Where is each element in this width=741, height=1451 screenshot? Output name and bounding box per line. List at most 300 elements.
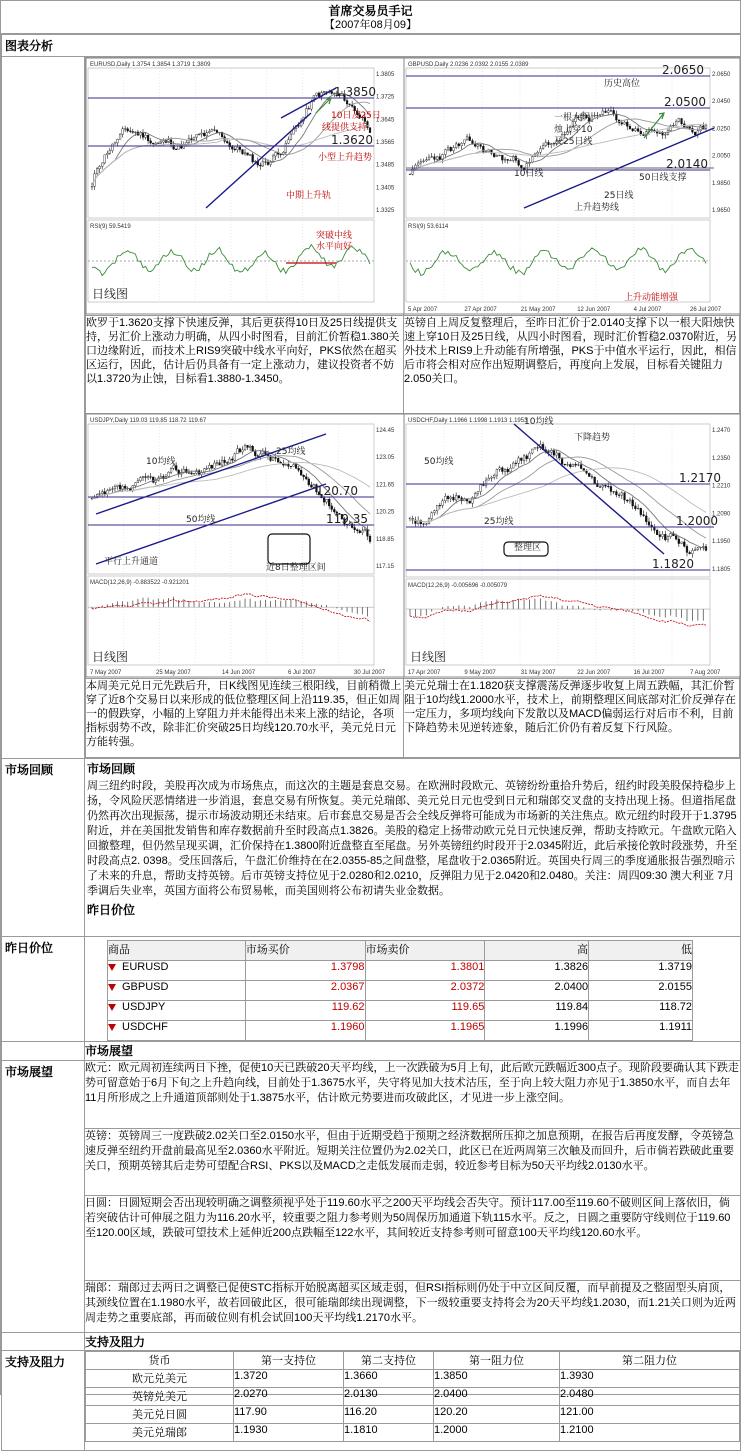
candle-body <box>354 528 356 530</box>
candle-body <box>515 463 517 464</box>
market-review-title: 市场回顾 <box>87 762 136 776</box>
candle-body <box>534 448 536 450</box>
candle-body <box>157 143 159 144</box>
support-r1: 1.2000 <box>434 1424 560 1442</box>
candle-body <box>499 155 501 156</box>
candle-body <box>244 445 246 450</box>
candle-body <box>160 476 162 478</box>
candle-body <box>697 548 699 550</box>
candle-body <box>523 456 525 461</box>
y-tick-label: 1.3645 <box>376 117 395 124</box>
price-high: 1.3826 <box>485 961 589 981</box>
candle-body <box>510 160 512 161</box>
x-tick-label: 30 Jul 2007 <box>354 670 386 676</box>
y-tick-label: 121.65 <box>376 482 395 489</box>
y-tick-label: 2.0450 <box>712 99 731 106</box>
candle-body <box>520 458 522 461</box>
price-table <box>107 940 693 1041</box>
support-s2: 116.20 <box>344 1406 434 1424</box>
price-row <box>108 1001 693 1021</box>
candle-body <box>359 531 361 533</box>
candle-body <box>303 475 305 477</box>
candle-body <box>270 162 272 164</box>
candle-body <box>323 498 325 502</box>
chart-annotation: 25均线 <box>484 517 514 527</box>
candle-body <box>114 143 116 144</box>
candle-body <box>152 477 154 482</box>
candle-body <box>112 489 114 490</box>
candle-body <box>91 186 93 187</box>
candle-body <box>242 150 244 154</box>
candle-body <box>621 123 623 124</box>
y-tick-label: 1.1950 <box>712 539 731 546</box>
candle-body <box>127 129 129 131</box>
price-low: 118.72 <box>589 1001 693 1021</box>
candle-body <box>447 496 449 498</box>
chart-analysis-label: 图表分析 <box>2 35 741 57</box>
candle-body <box>575 464 577 465</box>
candle-body <box>175 149 177 150</box>
candle-body <box>607 486 609 487</box>
candle-body <box>244 153 246 154</box>
candle-body <box>119 134 121 139</box>
price-table-header <box>108 941 693 961</box>
candle-body <box>175 466 177 470</box>
chart-annotation: 50均线 <box>424 457 454 467</box>
candle-body <box>285 143 287 152</box>
candle-body <box>512 463 514 468</box>
support-row <box>86 1388 740 1406</box>
chart-annotation: 近8日整理区间 <box>266 563 326 573</box>
support-row <box>86 1406 740 1424</box>
down-arrow-icon <box>108 984 116 991</box>
usdjpy-chart <box>86 414 404 677</box>
y-tick-label: 1.3565 <box>376 140 395 146</box>
candle-body <box>208 465 210 468</box>
candle-body <box>142 477 144 478</box>
candle-body <box>326 499 328 502</box>
col-s2: 第二支持位 <box>344 1352 434 1370</box>
candle-body <box>537 152 539 154</box>
price-row <box>108 1021 693 1041</box>
support-currency: 美元兑瑞郎 <box>86 1424 234 1442</box>
candle-body <box>254 451 256 456</box>
candle-body <box>453 497 455 500</box>
x-tick-label: 21 May 2007 <box>520 307 556 313</box>
candle-body <box>367 529 369 536</box>
candle-body <box>420 162 422 163</box>
candle-body <box>170 468 172 472</box>
candle-body <box>436 157 438 160</box>
y-tick-label: 1.3805 <box>376 72 395 78</box>
candle-body <box>501 155 503 160</box>
support-r1: 2.0400 <box>434 1388 560 1406</box>
candle-body <box>596 115 598 116</box>
price-product: EURUSD <box>122 961 169 973</box>
candle-body <box>632 500 634 506</box>
eurusd-chart <box>86 58 404 314</box>
candle-body <box>629 126 631 129</box>
candle-body <box>310 485 312 487</box>
candle-body <box>282 464 284 465</box>
candle-body <box>188 473 190 474</box>
support-resistance-title: 支持及阻力 <box>85 1333 741 1351</box>
candle-body <box>477 144 479 146</box>
chart-timeframe-label: 日线图 <box>410 650 447 664</box>
candle-body <box>137 481 139 483</box>
x-tick-label: 7 Aug 2007 <box>690 670 721 676</box>
candle-body <box>211 130 213 132</box>
candle-body <box>480 485 482 492</box>
y-tick-label: 1.2210 <box>712 483 731 490</box>
support-s2: 2.0130 <box>344 1388 434 1406</box>
candle-body <box>643 134 645 135</box>
y-tick-label: 1.3325 <box>376 208 395 214</box>
chart-analysis-spacer <box>2 57 85 759</box>
chart-annotation: 上升趋势线 <box>574 203 620 213</box>
candle-body <box>117 485 119 486</box>
candle-body <box>594 115 596 116</box>
candle-body <box>275 457 277 458</box>
candle-body <box>104 155 106 163</box>
candle-body <box>191 139 193 140</box>
price-row <box>108 981 693 1001</box>
candle-body <box>526 456 528 459</box>
price-bid: 1.3798 <box>245 961 365 981</box>
candle-body <box>254 161 256 162</box>
outlook-eur: 欧元：欧元周初连续两日下挫，促使10天已跌破20天平均线，上一次跌破为5月上旬，此后欧元跌幅近300点子。现阶段要确认其下跌走势可留意始于6月下旬之上升趋向线，目前处于1.3675水平，失守将见加大技术沽压，至于向上较大阻力亦见于1.3850水平，而自去年11月所形成之上升通道顶部则处于1.3875水平，估计欧元势要进而攻破此区，才见进一步上涨空间。 <box>85 1061 741 1129</box>
price-low: 1.1911 <box>589 1021 693 1041</box>
candle-body <box>277 458 279 462</box>
candle-body <box>662 133 664 135</box>
candle-body <box>474 494 476 498</box>
candle-body <box>99 166 101 168</box>
candle-body <box>308 109 310 110</box>
candle-body <box>226 141 228 142</box>
candle-body <box>122 129 124 134</box>
support-r1: 1.3850 <box>434 1370 560 1388</box>
candle-body <box>216 130 218 132</box>
candle-body <box>607 111 609 113</box>
candle-body <box>298 468 300 470</box>
candle-body <box>458 496 460 498</box>
candle-body <box>591 477 593 478</box>
support-s2: 1.3660 <box>344 1370 434 1388</box>
candle-body <box>580 465 582 469</box>
price-ask: 2.0372 <box>365 981 485 1001</box>
candle-body <box>226 463 228 464</box>
candle-body <box>323 92 325 93</box>
chart-annotation: 及25日线 <box>554 137 593 147</box>
x-tick-label: 25 May 2007 <box>156 670 191 676</box>
candle-body <box>702 547 704 548</box>
candle-body <box>203 133 205 136</box>
candle-body <box>491 477 493 478</box>
candle-body <box>692 550 694 553</box>
y-tick-label: 124.45 <box>376 428 395 434</box>
candle-body <box>670 533 672 536</box>
candle-body <box>361 531 363 533</box>
candle-body <box>675 121 677 125</box>
candle-body <box>466 137 468 140</box>
candle-body <box>444 150 446 155</box>
candle-body <box>129 131 131 132</box>
candle-body <box>548 142 550 144</box>
candle-body <box>450 147 452 151</box>
candle-body <box>425 524 427 525</box>
candle-body <box>356 530 358 531</box>
candle-body <box>234 149 236 150</box>
chart-annotation: 10日及25日 <box>331 111 381 121</box>
chart-annotation: 50日线支撑 <box>639 173 687 183</box>
candle-body <box>168 472 170 476</box>
price-level-label: 2.0500 <box>664 95 706 109</box>
candle-body <box>629 500 631 501</box>
candle-body <box>428 157 430 160</box>
y-tick-label: 123.05 <box>376 455 395 462</box>
price-low: 2.0155 <box>589 981 693 1001</box>
candle-body <box>518 458 520 463</box>
yesterday-prices-title: 昨日价位 <box>87 903 136 917</box>
candle-body <box>553 450 555 455</box>
candle-body <box>328 499 330 506</box>
candle-body <box>331 92 333 94</box>
support-table <box>85 1351 740 1442</box>
candle-body <box>417 163 419 165</box>
candle-body <box>507 469 509 472</box>
candle-body <box>618 495 620 496</box>
candle-body <box>145 477 147 478</box>
indicator-annotation: 突破中线 <box>316 231 353 241</box>
candle-body <box>132 132 134 133</box>
candle-body <box>247 445 249 447</box>
candle-body <box>216 463 218 464</box>
chart-annotation: 烛上穿10 <box>554 125 593 135</box>
candle-body <box>482 146 484 152</box>
market-review-text: 周三纽约时段，美股再次成为市场焦点，而这次的主题是套息交易。在欧洲时段欧元、英镑纷纷重拾升势后，纽约时段美股保持稳步上扬，令风险厌恶情绪进一步消退，套息交易有所恢复。美元兑瑞郎、美元兑日元也受到日元和瑞郎交叉盘的支持出现上扬。但道指尾盘仍然再次出现振荡，提示市场波动期还未结束。后市套息交易是否会全线反弹将可能成为市场新的关注焦点。欧元纽约时段开于1.3795附近，并在美国批发销售和库存数据前升至时段高点1.3826。美股的稳定上扬带动欧元兑日元快速反弹，帮助支持欧元。午盘欧元陷入回撤整理，但仍然呈现买调，汇价保持在1.3800附近盘整直至尾盘。另外英镑纽约时段开于2.0345附近，此后承接伦敦时段涨势，升至时段高点2. 0398。受压回落后，午盘汇价维持在在2.0355-85之间盘整，尾盘收于2.0365附近。英国央行周三的季度通胀报告强烈暗示了未来的升息，帮助支持英镑。后市英镑支持位见于2.0280和2.0210，反弹阻力见于2.0420和2.0480。关注：周四09:30 澳大利亚 7月季调后失业率，英国方面将公布贸易帐，而美国则将公布初请失业金数据。 <box>87 780 738 897</box>
candle-body <box>678 118 680 121</box>
candle-body <box>673 125 675 126</box>
candle-body <box>101 492 103 494</box>
price-bid: 119.62 <box>245 1001 365 1021</box>
price-ask: 119.65 <box>365 1001 485 1021</box>
candle-body <box>109 489 111 490</box>
candle-body <box>423 161 425 162</box>
candle-body <box>626 122 628 126</box>
candle-body <box>231 459 233 460</box>
x-tick-label: 12 Jun 2007 <box>577 307 611 313</box>
support-s1: 1.3720 <box>234 1370 344 1388</box>
outlook-jpy: 日圆：日圆短期会否出现较明确之调整须视乎处于119.60水平之200天平均线会否失守。预计117.00至119.60不破则区间上落依旧，倘若突破估计可伸展之阻力为116.20水平，较重要之阻力参考则为50周保历加通道下轨115水平。反之，日圆之重要防守线则位于119.60至120.00区域，跌破可望技术上延伸近200点跌幅至122水平，其间较近支持参考则可留意100天平均线120.60水平。 <box>85 1196 741 1281</box>
price-bid: 1.1960 <box>245 1021 365 1041</box>
candle-body <box>493 153 495 156</box>
y-tick-label: 1.2090 <box>712 511 731 518</box>
candle-body <box>252 446 254 451</box>
outlook-chf: 瑞郎：瑞郎过去两日之调整已促使STC指标开始脱离超买区域走弱，但RSI指标则仍处于中立区间反覆，而早前提及之整固型头肩顶，其颈线位置在1.1980水平，故若回破此区，很可能瑞郎续出现调整，下一级较重要支持将会为20天平均线1.2030，而1.21关口则为近两周走势之重要底部，再而破位则有机会试回100天平均线1.2170水平。 <box>85 1281 741 1333</box>
candle-body <box>615 492 617 495</box>
col-bid: 市场买价 <box>245 941 365 961</box>
support-s1: 2.0270 <box>234 1388 344 1406</box>
x-tick-label: 22 Jun 2007 <box>577 670 611 676</box>
y-tick-label: 2.0250 <box>712 126 731 133</box>
candle-body <box>458 144 460 146</box>
price-level-label: 1.3620 <box>331 133 373 147</box>
support-r2: 1.3930 <box>560 1370 740 1388</box>
candle-body <box>272 457 274 460</box>
candle-body <box>142 133 144 138</box>
price-level-label: 120.70 <box>316 484 358 498</box>
x-tick-label: 31 May 2007 <box>520 670 556 676</box>
candle-body <box>637 129 639 131</box>
candle-body <box>605 485 607 486</box>
chart-annotation: 一根大阴 <box>554 113 591 123</box>
market-outlook-label: 市场展望 <box>2 1061 85 1333</box>
candle-body <box>150 477 152 478</box>
indicator-header: MACD(12,26,9) -0.883522 -0.921201 <box>90 580 190 586</box>
candle-body <box>119 485 121 489</box>
candle-body <box>295 464 297 468</box>
y-tick-label: 1.2350 <box>712 455 731 462</box>
candle-body <box>425 160 427 161</box>
candle-body <box>463 140 465 143</box>
y-tick-label: 1.2470 <box>712 428 731 434</box>
candle-body <box>610 110 612 111</box>
candle-body <box>114 486 116 488</box>
candle-body <box>645 516 647 522</box>
candle-body <box>615 114 617 120</box>
support-currency: 欧元兑美元 <box>86 1370 234 1388</box>
x-tick-label: 6 Jul 2007 <box>288 670 316 676</box>
candle-body <box>472 141 474 144</box>
x-tick-label: 4 Jul 2007 <box>633 307 662 313</box>
y-tick-label: 2.0650 <box>712 72 731 78</box>
outlook-gbp: 英镑：英镑周三一度跌破2.02关口至2.0150水平，但由于近期受趋于预期之经济数据所压抑之加息预期，在报告后再度发酵，令英镑急速反弹至纽约开盘前最高见至2.0360水平附近。短期关注位置仍为2.02关口，此区已在近两周第三次触及而回升，后市倘若跌破此重要关口，预期英镑其后走势可望配合RSI、PKS以及MACD之走低发展而走弱，较近参考目标为50天平均线2.0130水平。 <box>85 1129 741 1196</box>
candle-body <box>599 115 601 116</box>
indicator-header: RSI(9) 59.5419 <box>90 224 131 230</box>
chart-header: USDCHF,Daily 1.1966 1.1998 1.1913 1.1953 <box>408 418 528 424</box>
support-currency: 美元兑日圆 <box>86 1406 234 1424</box>
candle-body <box>331 506 333 510</box>
candle-body <box>599 487 601 488</box>
candle-body <box>124 129 126 130</box>
candle-body <box>496 469 498 475</box>
candle-body <box>316 93 318 95</box>
candle-body <box>140 478 142 481</box>
candle-body <box>214 130 216 131</box>
candle-body <box>236 147 238 150</box>
candle-body <box>369 536 371 541</box>
candle-body <box>648 522 650 525</box>
x-tick-label: 16 Jul 2007 <box>633 670 665 676</box>
support-row <box>86 1370 740 1388</box>
candle-body <box>681 118 683 123</box>
x-tick-label: 9 May 2007 <box>464 670 496 676</box>
candle-body <box>106 490 108 493</box>
candle-body <box>112 144 114 151</box>
candle-body <box>349 104 351 105</box>
indicator-annotation: 水平向好 <box>316 242 353 252</box>
candle-body <box>415 165 417 169</box>
col-currency: 货币 <box>86 1352 234 1370</box>
candle-body <box>310 102 312 109</box>
candle-body <box>605 111 607 113</box>
chart-annotation: 平行上升通道 <box>104 557 159 567</box>
down-arrow-icon <box>108 1024 116 1031</box>
candle-body <box>455 496 457 500</box>
x-tick-label: 17 Apr 2007 <box>408 670 441 676</box>
candle-body <box>567 464 569 465</box>
down-arrow-icon <box>108 964 116 971</box>
y-tick-label: 120.25 <box>376 509 395 516</box>
support-table-header <box>86 1352 740 1370</box>
candle-body <box>477 492 479 494</box>
support-row <box>86 1424 740 1442</box>
x-tick-label: 7 May 2007 <box>90 670 122 676</box>
candle-body <box>147 135 149 141</box>
usdjpy-caption: 本周美元兑日元先跌后升，日K线图见连续三根阳线，目前稍微上穿了近8个交易日以来形成的低位整理区间上沿119.35，但正如周一的假跌穿，小幅的上穿阻力并未能得出未来上涨的结论，各项指标弱势不改，除非汇价突破25日均线120.70水平，美元兑日元方能转强。 <box>86 679 404 758</box>
candle-body <box>496 155 498 156</box>
candle-body <box>96 169 98 174</box>
candle-body <box>537 448 539 449</box>
col-s1: 第一支持位 <box>234 1352 344 1370</box>
candle-body <box>275 153 277 156</box>
candle-body <box>643 515 645 516</box>
support-title-spacer <box>2 1333 85 1351</box>
price-level-label: 1.1820 <box>652 557 694 571</box>
x-tick-label: 27 Apr 2007 <box>464 307 497 313</box>
chart-annotation: 10均线 <box>146 457 176 467</box>
price-level-label: 2.0140 <box>666 157 708 171</box>
candle-body <box>104 492 106 494</box>
candle-body <box>504 159 506 160</box>
candle-body <box>206 133 208 136</box>
candle-body <box>686 546 688 552</box>
price-product: USDCHF <box>122 1021 168 1033</box>
candle-body <box>409 174 411 175</box>
candle-body <box>305 477 307 479</box>
outlook-title-spacer <box>2 1042 85 1061</box>
chart-annotation: 下降趋势 <box>574 433 611 443</box>
candle-body <box>122 486 124 489</box>
chart-frame <box>86 414 404 677</box>
report-header <box>1 1 740 34</box>
chart-annotation: 历史高位 <box>604 79 641 89</box>
candle-body <box>659 133 661 134</box>
candle-body <box>493 475 495 477</box>
candle-body <box>196 134 198 137</box>
candle-body <box>431 157 433 158</box>
candle-body <box>239 147 241 149</box>
candle-body <box>455 144 457 148</box>
yesterday-prices-label: 昨日价位 <box>2 937 85 1042</box>
candle-body <box>531 157 533 162</box>
candle-body <box>654 527 656 530</box>
chart-grid <box>85 57 740 758</box>
candle-body <box>689 552 691 553</box>
candle-body <box>539 149 541 153</box>
y-tick-label: 1.3485 <box>376 162 395 169</box>
candle-body <box>308 479 310 485</box>
candle-body <box>206 468 208 469</box>
candle-body <box>482 485 484 486</box>
y-tick-label: 1.3405 <box>376 185 395 192</box>
x-tick-label: 5 Apr 2007 <box>408 307 438 313</box>
chart-header: USDJPY,Daily 119.03 119.85 118.72 119.67 <box>90 418 207 424</box>
candle-body <box>431 513 433 519</box>
candle-body <box>211 465 213 468</box>
chart-timeframe-label: 日线图 <box>92 650 129 664</box>
usdchf-caption: 美元兑瑞士在1.1820获支撑震荡反弹逐步收复上周五跌幅，其汇价暂阻于10均线1.2000水平，技术上，前期整理区间底部对汇价反弹存在一定压力，多项均线向下发散以及MACD偏弱运行对后市不利，目前下降趋势未见逆转迹象，随后汇价仍有着反复下行风险。 <box>404 679 740 758</box>
